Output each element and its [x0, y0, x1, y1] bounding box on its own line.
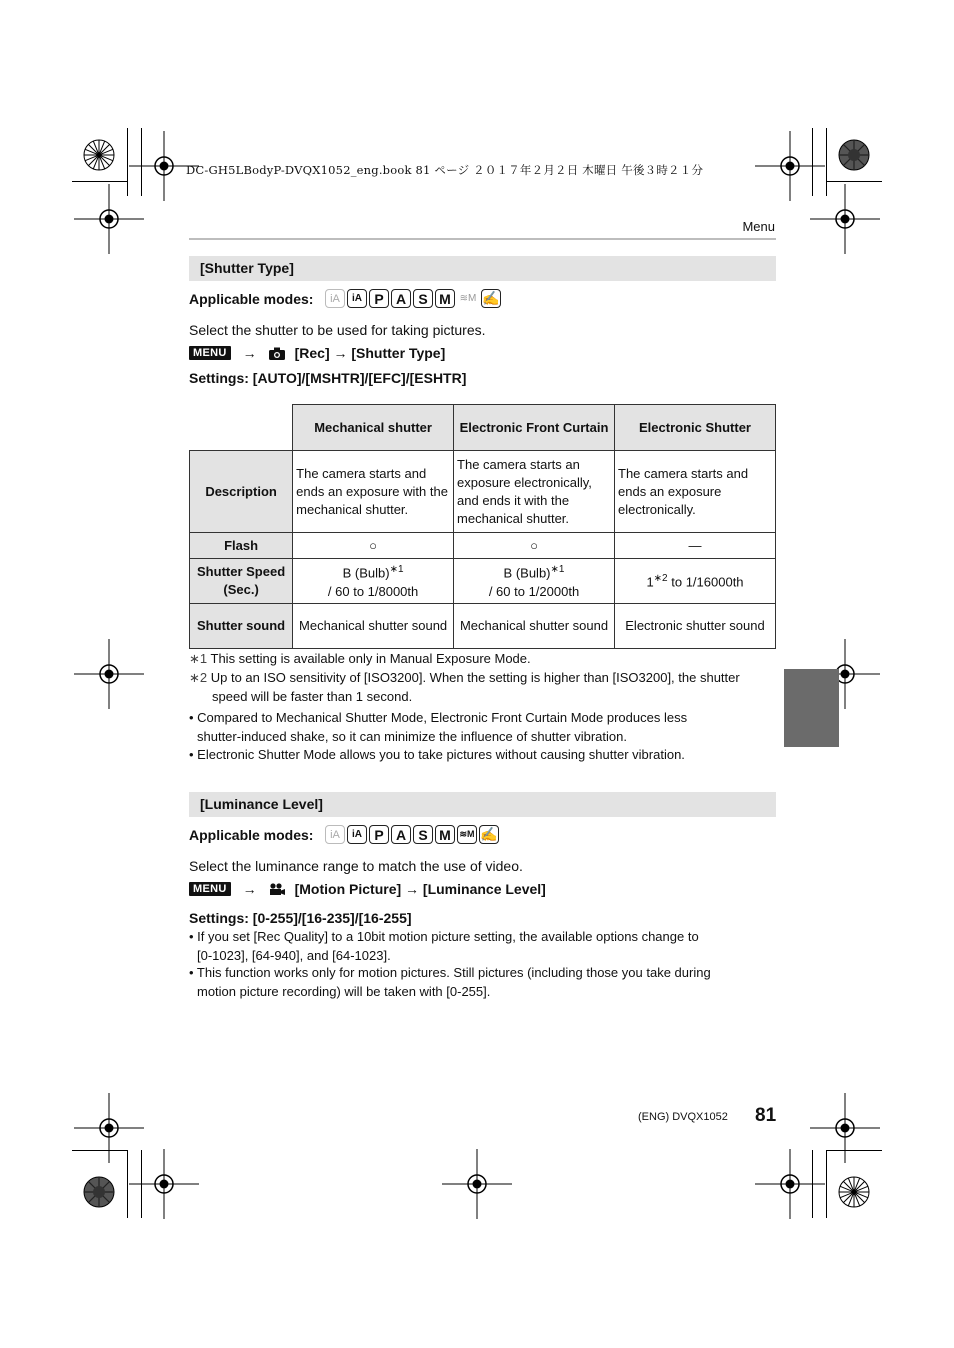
luminance-settings: Settings: [0-255]/[16-235]/[16-255]: [189, 910, 412, 926]
section-label: Menu: [742, 219, 775, 234]
creative-video-mode-icon: ≋M: [457, 825, 477, 844]
bullet-line: • Electronic Shutter Mode allows you to take pictures without causing shutter vibration.: [189, 747, 685, 762]
footnote-2: [189, 669, 779, 706]
ia-plus-mode-icon: iA: [347, 289, 367, 308]
cell-sound-efc: Mechanical shutter sound: [454, 604, 615, 649]
bullet-line-cont: motion picture recording) will be taken with [0-255].: [197, 983, 491, 999]
cell-flash-efc: ○: [454, 533, 615, 559]
motion-picture-icon: [269, 883, 285, 895]
s-mode-icon: S: [413, 289, 433, 308]
shutter-type-nav: [189, 345, 445, 361]
creative-video-mode-icon: ≋M: [459, 293, 477, 304]
menu-key-icon: MENU: [189, 346, 231, 360]
shutter-type-menu-path: [Rec] → [Shutter Type]: [294, 345, 446, 361]
a-mode-icon: A: [391, 825, 411, 844]
footnote-text: This setting is available only in Manual Exposure Mode.: [210, 651, 531, 666]
speed-start-text: 1: [646, 574, 654, 590]
chapter-side-tab: [784, 669, 839, 747]
cell-speed-mechanical: [293, 559, 454, 604]
col-header-mechanical: Mechanical shutter: [293, 405, 454, 451]
row-label-description: Description: [190, 451, 293, 533]
speed-range-text: to 1/16000th: [671, 574, 744, 590]
camera-icon: [269, 347, 285, 360]
luminance-nav: [189, 881, 546, 897]
ia-plus-mode-icon: iA: [347, 825, 367, 844]
cell-description-mechanical: The camera starts and ends an exposure with the mechanical shutter.: [293, 451, 454, 533]
applicable-modes-label: Applicable modes:: [189, 827, 314, 843]
shutter-type-description: Select the shutter to be used for taking pictures.: [189, 322, 486, 338]
menu-key-icon: MENU: [189, 882, 231, 896]
speed-bulb-text: B (Bulb): [503, 565, 551, 581]
shutter-type-heading: [189, 256, 776, 281]
footnote-mark: ∗1: [189, 651, 208, 666]
cell-speed-electronic: [615, 559, 776, 604]
bullet-efc: [189, 709, 779, 746]
cell-description-electronic: The camera starts and ends an exposure electronically.: [615, 451, 776, 533]
speed-range-text: / 60 to 1/2000th: [488, 583, 580, 599]
bullet-electronic: [189, 746, 779, 765]
shutter-comparison-table: [189, 404, 776, 649]
shutter-type-title: [Shutter Type]: [200, 260, 294, 276]
shutter-type-settings: Settings: [AUTO]/[MSHTR]/[EFC]/[ESHTR]: [189, 370, 467, 386]
footnote-mark: ∗2: [189, 670, 208, 685]
m-mode-icon: M: [435, 289, 455, 308]
header-rule: [189, 238, 776, 240]
applicable-modes-label: Applicable modes:: [189, 291, 314, 307]
col-header-electronic: Electronic Shutter: [615, 405, 776, 451]
a-mode-icon: A: [391, 289, 411, 308]
creative-control-mode-icon: ✍: [482, 290, 500, 306]
footnote-ref: ∗1: [550, 564, 565, 576]
bullet-line: • If you set [Rec Quality] to a 10bit motion picture setting, the available options change to: [189, 929, 699, 944]
col-header-efc: Electronic Front Curtain: [454, 405, 615, 451]
p-mode-icon: P: [369, 289, 389, 308]
table-row: [190, 604, 776, 649]
cell-speed-efc: [454, 559, 615, 604]
m-mode-icon: M: [435, 825, 455, 844]
footnote-ref: ∗1: [389, 564, 404, 576]
p-mode-icon: P: [369, 825, 389, 844]
table-row: [190, 559, 776, 604]
luminance-heading: [189, 792, 776, 817]
footnote-ref: ∗2: [653, 573, 668, 585]
cell-flash-electronic: —: [615, 533, 776, 559]
table-corner: [190, 405, 293, 451]
luminance-menu-path: [Motion Picture] → [Luminance Level]: [294, 881, 546, 897]
bullet-line: • Compared to Mechanical Shutter Mode, Electronic Front Curtain Mode produces less: [189, 710, 688, 725]
footnote-text-cont: speed will be faster than 1 second.: [212, 688, 413, 704]
luminance-title: [Luminance Level]: [200, 796, 323, 812]
cell-flash-mechanical: ○: [293, 533, 454, 559]
luminance-description: Select the luminance range to match the use of video.: [189, 858, 523, 874]
row-label-shutter-sound: Shutter sound: [190, 604, 293, 649]
s-mode-icon: S: [413, 825, 433, 844]
ia-mode-icon: iA: [325, 825, 345, 844]
bullet-line-cont: shutter-induced shake, so it can minimize the influence of shutter vibration.: [197, 728, 627, 744]
speed-range-text: / 60 to 1/8000th: [327, 583, 419, 599]
bullet-line-cont: [0-1023], [64-940], and [64-1023].: [197, 947, 391, 963]
document-code: (ENG) DVQX1052: [638, 1111, 728, 1123]
table-row: [190, 533, 776, 559]
bullet-motion-only: [189, 964, 779, 1001]
mode-icons: [325, 289, 501, 308]
mode-icons: [325, 825, 499, 844]
bullet-10bit: [189, 928, 779, 965]
cell-description-efc: The camera starts an exposure electronically, and ends it with the mechanical shutter.: [454, 451, 615, 533]
file-info-line: DC-GH5LBodyP-DVQX1052_eng.book 81 ページ ２０１７年２月２日 木曜日 午後３時２１分: [186, 163, 704, 177]
table-row: [190, 451, 776, 533]
arrow-icon: →: [242, 345, 257, 361]
creative-control-mode-icon: ✍: [480, 826, 498, 842]
page-number: 81: [755, 1105, 777, 1126]
speed-bulb-text: B (Bulb): [342, 565, 390, 581]
row-label-shutter-speed: Shutter Speed (Sec.): [190, 559, 293, 604]
row-label-flash: Flash: [190, 533, 293, 559]
bullet-line: • This function works only for motion pictures. Still pictures (including those you take during: [189, 965, 711, 980]
cell-sound-electronic: Electronic shutter sound: [615, 604, 776, 649]
footnote-1: [189, 650, 779, 669]
arrow-icon: →: [242, 881, 257, 897]
cell-sound-mechanical: Mechanical shutter sound: [293, 604, 454, 649]
ia-mode-icon: iA: [325, 289, 345, 308]
footnote-text: Up to an ISO sensitivity of [ISO3200]. When the setting is higher than [ISO3200], the shutter: [210, 670, 740, 685]
